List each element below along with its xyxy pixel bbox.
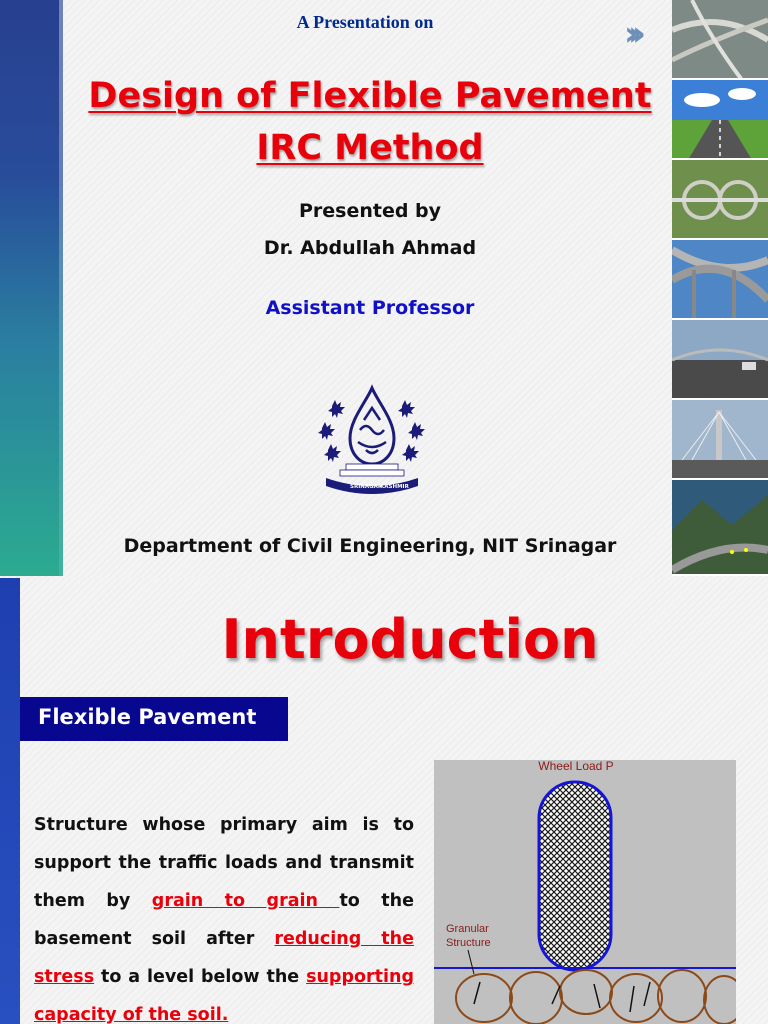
granular-label-line1: Granular [446,923,489,935]
body-text: to the basement soil after [34,891,414,949]
highlight-text: supporting capacity of the soil. [34,967,414,1024]
triple-chevron-right-icon: ››› [624,14,637,54]
department-label: Department of Civil Engineering, NIT Srinagar [123,535,617,557]
presenter-role: Assistant Professor [265,297,475,319]
presenter-name: Dr. Abdullah Ahmad [263,237,477,259]
bridge-road-photo [672,320,768,400]
introduction-slide [0,578,768,1024]
cable-bridge-photo [672,400,768,480]
highway-photo-strip [672,0,768,576]
left-gradient-bar [0,0,63,576]
flyover-photo [672,240,768,320]
open-road-photo [672,80,768,160]
slide-title: Introduction [221,608,599,671]
highlight-text: reducing the stress [34,929,414,987]
wheel-load-label: Wheel Load P [538,760,614,773]
slide-title [70,70,670,174]
presented-by-label: Presented by [298,200,442,222]
presentation-kicker: A Presentation on [296,12,434,32]
mountain-road-photo [672,480,768,576]
granular-label-line2: Structure [446,937,491,949]
definition-paragraph [34,806,414,1024]
left-accent-bar [0,578,20,1024]
aerial-interchange-photo [672,160,768,240]
wheel-load-diagram [434,760,736,1024]
wheel-shape [539,782,611,970]
title-line-1: Design of Flexible Pavement [88,76,652,116]
body-text: Structure whose primary aim is to support the traffic loads and transmit them by [34,815,414,911]
body-text: to a level below the [94,967,307,987]
title-line-2: IRC Method [256,128,484,168]
highlight-text: grain to grain [151,891,340,911]
svg-text:SRINAGAR: SRINAGAR [350,484,383,490]
section-tag: Flexible Pavement [20,697,288,741]
interchange-photo [672,0,768,80]
nit-srinagar-logo [314,380,430,496]
svg-text:KASHMIR: KASHMIR [380,484,409,490]
